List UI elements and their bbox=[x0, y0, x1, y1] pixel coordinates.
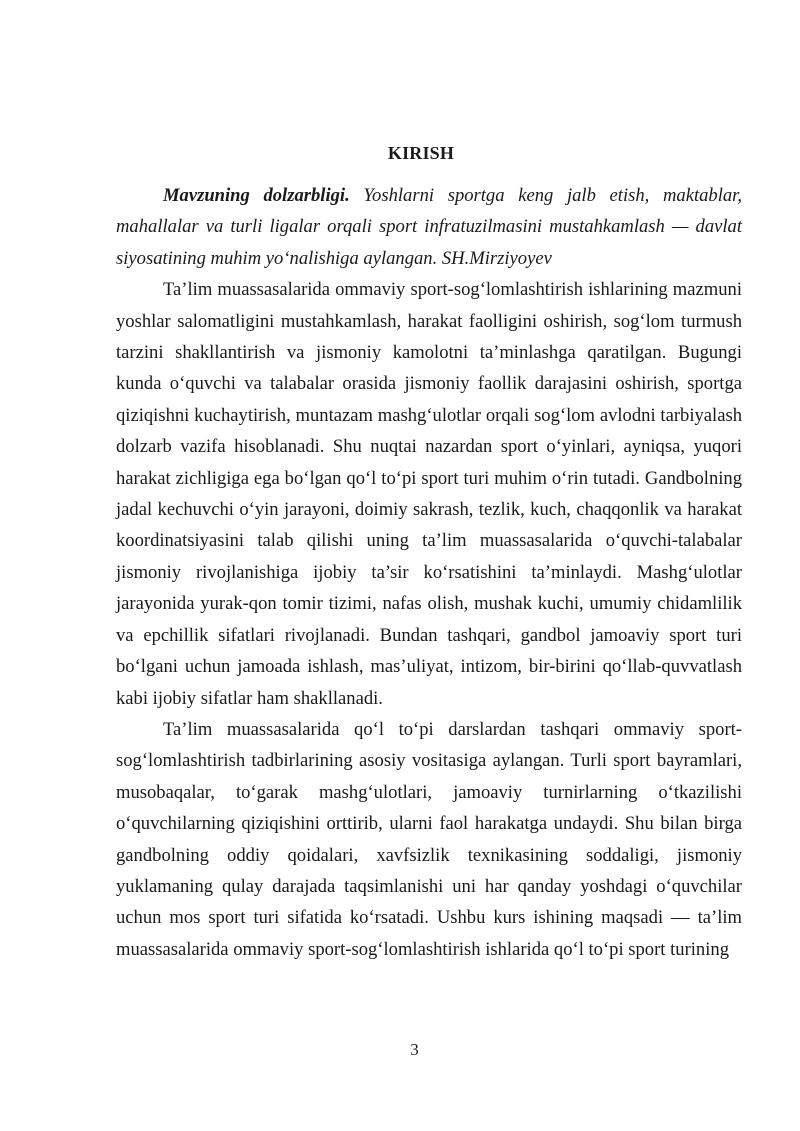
body-text bbox=[116, 180, 742, 965]
paragraph-1: Ta’lim muassasalarida ommaviy sport-sog‘lomlashtirish ishlarining mazmuni yoshlar salomatligini mustahkamlash, harakat faolligini oshirish, sog‘lom turmush tarzini shakllantirish va jismoniy kamolotni ta’minlashga qaratilgan. Bugungi kunda o‘quvchi va talabalar orasida jismoniy faollik darajasini oshirish, sportga qiziqishni kuchaytirish, muntazam mashg‘ulotlar orqali sog‘lom avlodni tarbiyalash dolzarb vazifa hisoblanadi. Shu nuqtai nazardan sport o‘yinlari, ayniqsa, yuqori harakat zichligiga ega bo‘lgan qo‘l to‘pi sport turi muhim o‘rin tutadi. Gandbolning jadal kechuvchi o‘yin jarayoni, doimiy sakrash, tezlik, kuch, chaqqonlik va harakat koordinatsiyasini talab qilishi uning ta’lim muassasalarida o‘quvchi-talabalar jismoniy rivojlanishiga ijobiy ta’sir ko‘rsatishini ta’minlaydi. Mashg‘ulotlar jarayonida yurak-qon tomir tizimi, nafas olish, mushak kuchi, umumiy chidamlilik va epchillik sifatlari rivojlanadi. Bundan tashqari, gandbol jamoaviy sport turi bo‘lgani uchun jamoada ishlash, mas’uliyat, intizom, bir-birini qo‘llab-quvvatlash kabi ijobiy sifatlar ham shakllanadi. bbox=[116, 279, 742, 709]
intro-paragraph bbox=[116, 180, 742, 274]
section-title: KIRISH bbox=[387, 143, 455, 163]
intro-lead: Mavzuning dolzarbligi. bbox=[163, 185, 350, 206]
paragraph-2: Ta’lim muassasalarida qo‘l to‘pi darslardan tashqari ommaviy sport-sog‘lomlashtirish tadbirlarining asosiy vositasiga aylangan. Turli sport bayramlari, musobaqalar, to‘garak mashg‘ulotlari, jamoaviy turnirlarning o‘tkazilishi o‘quvchilarning qiziqishini orttirib, ularni faol harakatga undaydi. Shu bilan birga gandbolning oddiy qoidalari, xavfsizlik texnikasining soddaligi, jismoniy yuklamaning qulay darajada taqsimlanishi uni har qanday yoshdagi o‘quvchilar uchun mos sport turi sifatida ko‘rsatadi. Ushbu kurs ishining maqsadi — ta’lim muassasalarida ommaviy sport-sog‘lomlashtirish ishlarida qo‘l to‘pi sport turining bbox=[116, 718, 742, 960]
intro-text: Yoshlarni sportga keng jalb etish, maktablar, mahallalar va turli ligalar orqali sport infratuzilmasini mustahkamlash — davlat siyosatining muhim yo‘nalishiga aylangan. SH.Mirziyoyev bbox=[116, 185, 742, 269]
page-number: 3 bbox=[410, 1040, 419, 1059]
